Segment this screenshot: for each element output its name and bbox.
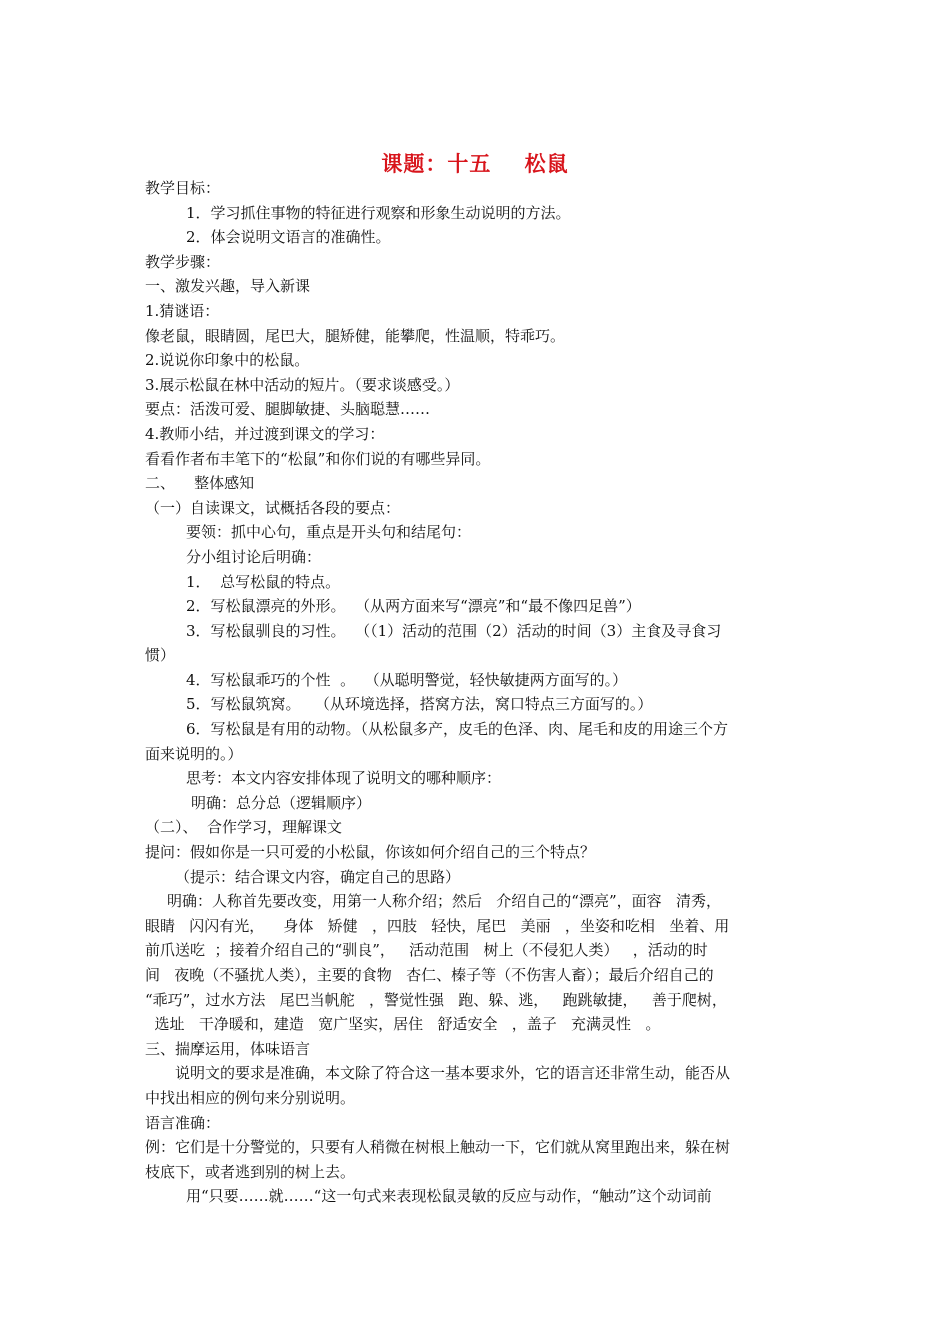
text-line: 1． 总写松鼠的特点。 bbox=[186, 572, 341, 591]
text-line: 4.教师小结，并过渡到课文的学习： bbox=[145, 424, 385, 443]
document-body bbox=[145, 176, 815, 1209]
text-line: 用“只要……就……“这一句式来表现松鼠灵敏的反应与动作，“触动”这个动词前 bbox=[186, 1187, 712, 1206]
text-line: 要领：抓中心句，重点是开头句和结尾句： bbox=[186, 523, 472, 542]
text-line: （提示：结合课文内容，确定自己的思路） bbox=[175, 867, 461, 886]
text-line: （一）自读课文，试概括各段的要点： bbox=[145, 498, 401, 517]
text-line: 明确：人称首先要改变，用第一人称介绍；然后 介绍自己的“漂亮”，面容 清秀， bbox=[167, 892, 721, 911]
text-line: 语言准确： bbox=[145, 1113, 221, 1132]
text-line: 前爪送吃 ；接着介绍自己的“驯良”， 活动范围 树上（不侵犯人类） ，活动的时 bbox=[145, 941, 708, 960]
text-line: “乖巧”，过水方法 尾巴当帆舵 ，警觉性强 跑、躲、逃， 跑跳敏捷， 善于爬树， bbox=[145, 990, 727, 1009]
text-line: 提问：假如你是一只可爱的小松鼠，你该如何介绍自己的三个特点？ bbox=[145, 843, 596, 862]
text-line: 教学步骤： bbox=[145, 252, 221, 271]
text-line: 6．写松鼠是有用的动物。（从松鼠多产，皮毛的色泽、肉、尾毛和皮的用途三个方 bbox=[186, 720, 729, 739]
text-line: 看看作者布丰笔下的“松鼠”和你们说的有哪些异同。 bbox=[145, 449, 491, 468]
text-line: 惯） bbox=[145, 646, 176, 665]
text-line: 说明文的要求是准确，本文除了符合这一基本要求外，它的语言还非常生动，能否从 bbox=[175, 1064, 731, 1083]
text-line: 明确：总分总（逻辑顺序） bbox=[191, 793, 372, 812]
text-line: 5．写松鼠筑窝。 （从环境选择，搭窝方法，窝口特点三方面写的。） bbox=[186, 695, 653, 714]
text-line: （二）、 合作学习，理解课文 bbox=[145, 818, 343, 837]
text-line: 2．写松鼠漂亮的外形。 （从两方面来写“漂亮”和“最不像四足兽”） bbox=[186, 597, 641, 616]
text-line: 三、揣摩运用，体味语言 bbox=[145, 1039, 311, 1058]
text-line: 4．写松鼠乖巧的个性 。 （从聪明警觉，轻快敏捷两方面写的。） bbox=[186, 670, 628, 689]
text-line: 像老鼠，眼睛圆，尾巴大，腿矫健，能攀爬，性温顺，特乖巧。 bbox=[145, 326, 566, 345]
text-line: 1．学习抓住事物的特征进行观察和形象生动说明的方法。 bbox=[186, 203, 571, 222]
text-line: 要点：活泼可爱、腿脚敏捷、头脑聪慧…… bbox=[145, 400, 431, 419]
text-line: 二、 整体感知 bbox=[145, 474, 255, 493]
text-line: 思考：本文内容安排体现了说明文的哪种顺序： bbox=[186, 769, 502, 788]
page-title: 课题：十五 松鼠 bbox=[381, 151, 569, 176]
text-line: 教学目标： bbox=[145, 179, 221, 197]
text-line: 3．写松鼠驯良的习性。 （（1）活动的范围（2）活动的时间（3）主食及寻食习 bbox=[186, 621, 722, 640]
text-line: 眼睛 闪闪有光， 身体 矫健 ，四肢 轻快，尾巴 美丽 ，坐姿和吃相 坐着、用 bbox=[145, 916, 730, 935]
text-line: 例：它们是十分警觉的，只要有人稍微在树根上触动一下，它们就从窝里跑出来，躲在树 bbox=[145, 1138, 731, 1157]
text-line: 面来说明的。） bbox=[145, 744, 243, 763]
text-line: 中找出相应的例句来分别说明。 bbox=[145, 1088, 356, 1107]
text-line: 枝底下，或者逃到别的树上去。 bbox=[145, 1162, 356, 1181]
text-line: 间 夜晚（不骚扰人类），主要的食物 杏仁、榛子等（不伤害人畜）；最后介绍自己的 bbox=[145, 966, 714, 984]
text-line: 1.猜谜语： bbox=[145, 301, 220, 320]
text-line: 3.展示松鼠在林中活动的短片。（要求谈感受。） bbox=[145, 375, 460, 394]
text-line: 分小组讨论后明确： bbox=[186, 547, 322, 566]
text-line: 选址 干净暖和，建造 宽广坚实，居住 舒适安全 ，盖子 充满灵性 。 bbox=[145, 1015, 661, 1034]
text-line: 2.说说你印象中的松鼠。 bbox=[145, 351, 310, 370]
text-line: 2．体会说明文语言的准确性。 bbox=[186, 228, 391, 247]
text-line: 一、激发兴趣，导入新课 bbox=[145, 277, 311, 296]
